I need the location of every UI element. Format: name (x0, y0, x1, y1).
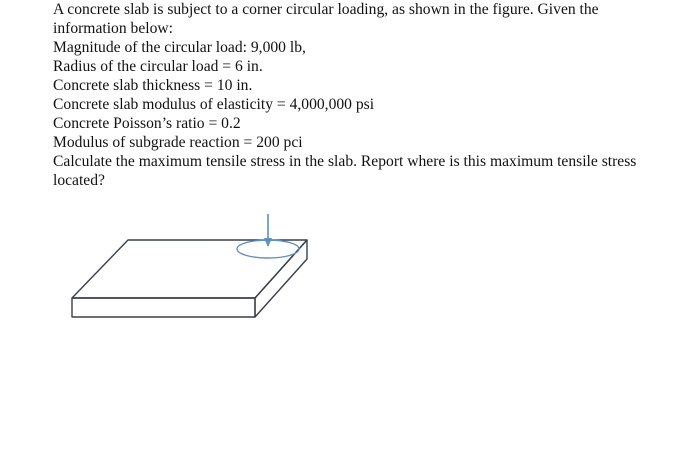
problem-intro: A concrete slab is subject to a corner circular loading, as shown in the figure. Given the information below: (53, 1, 599, 37)
slab-top-face (72, 240, 307, 298)
slab-front-face (72, 298, 255, 317)
problem-question: Calculate the maximum tensile stress in the slab. Report where is this maximum tensile stress located? (53, 153, 637, 189)
given-slab-thickness: Concrete slab thickness = 10 in. (53, 77, 253, 94)
circular-load (237, 214, 299, 258)
given-load-radius: Radius of the circular load = 6 in. (53, 58, 263, 75)
concrete-slab (72, 240, 307, 317)
given-subgrade-modulus: Modulus of subgrade reaction = 200 pci (53, 134, 303, 151)
given-poisson-ratio: Concrete Poisson’s ratio = 0.2 (53, 115, 241, 132)
given-load-magnitude: Magnitude of the circular load: 9,000 lb, (53, 39, 306, 56)
load-arrow-head (264, 238, 272, 247)
slab-side-face (255, 240, 307, 317)
given-modulus-elasticity: Concrete slab modulus of elasticity = 4,000,000 psi (53, 96, 375, 113)
